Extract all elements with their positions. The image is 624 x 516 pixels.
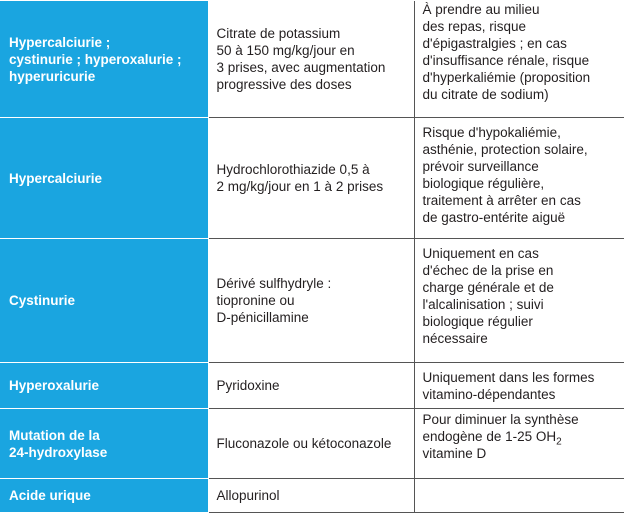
note-line: vitamine D (422, 446, 487, 461)
table-row (0, 363, 624, 409)
table-row (0, 479, 624, 513)
note-line: des repas, risque (422, 18, 527, 34)
note-line (422, 428, 616, 448)
treatment-cell (208, 118, 414, 239)
treatment-cell (208, 409, 414, 479)
condition-line: 24-hydroxylase (9, 444, 108, 460)
note-line: de gastro-entérite aiguë (422, 210, 566, 225)
note-cell (414, 1, 624, 118)
note-line: À prendre au milieu (422, 1, 540, 17)
treatment-line: Pyridoxine (216, 378, 280, 393)
treatment-line: Citrate de potassium (216, 25, 341, 41)
note-cell (414, 118, 624, 239)
note-line: Risque d'hypokaliémie, (422, 125, 561, 140)
note-line: traitement à arrêter en cas (422, 193, 581, 208)
condition-line: Mutation de la (9, 427, 100, 443)
note-cell (414, 479, 624, 513)
condition-line: Cystinurie (9, 293, 76, 308)
treatment-line: tiopronine ou (216, 293, 295, 308)
table-row (0, 409, 624, 479)
condition-line: Hypercalciurie ; (9, 34, 111, 50)
treatment-line: 3 prises, avec augmentation (216, 59, 386, 75)
condition-cell (0, 1, 208, 118)
subscript: 2 (556, 436, 562, 448)
condition-line: Hypercalciurie (9, 170, 103, 186)
note-line: d'insuffisance rénale, risque (422, 52, 590, 68)
note-line: nécessaire (422, 331, 488, 346)
note-line: du citrate de sodium) (422, 86, 549, 102)
condition-cell (0, 409, 208, 479)
condition-cell (0, 479, 208, 513)
condition-line: Hyperoxalurie (9, 378, 100, 393)
note-line: d'épigastralgies ; en cas (422, 35, 567, 51)
treatment-line: 50 à 150 mg/kg/jour en (216, 42, 355, 58)
treatment-cell (208, 479, 414, 513)
condition-cell (0, 118, 208, 239)
note-line: biologique régulière, (422, 176, 545, 191)
note-line: biologique régulier (422, 314, 533, 329)
note-line: prévoir surveillance (422, 159, 539, 174)
note-line: vitamino-dépendantes (422, 387, 556, 402)
condition-line: Acide urique (9, 488, 91, 503)
treatment-cell (208, 1, 414, 118)
table-row (0, 239, 624, 363)
condition-line: cystinurie ; hyperoxalurie ; (9, 51, 182, 67)
treatment-line: D-pénicillamine (216, 310, 309, 325)
note-line: charge générale et de (422, 280, 554, 295)
note-cell (414, 363, 624, 409)
treatment-cell (208, 239, 414, 363)
note-line: l'alcalinisation ; suivi (422, 297, 544, 312)
note-line: Uniquement en cas (422, 246, 539, 261)
note-line: d'échec de la prise en (422, 263, 554, 278)
note-line: asthénie, protection solaire, (422, 142, 588, 157)
treatment-line: progressive des doses (216, 76, 352, 92)
condition-cell (0, 363, 208, 409)
note-text: endogène de 1-25 OH (422, 429, 557, 444)
note-line: Uniquement dans les formes (422, 370, 595, 385)
treatment-line: Dérivé sulfhydryle : (216, 276, 332, 291)
treatment-cell (208, 363, 414, 409)
treatment-line: Fluconazole ou kétoconazole (216, 436, 392, 451)
condition-cell (0, 239, 208, 363)
table-row (0, 118, 624, 239)
treatment-line: Hydrochlorothiazide 0,5 à (216, 162, 370, 177)
note-cell (414, 239, 624, 363)
condition-line: hyperuricurie (9, 68, 96, 84)
note-line: d'hyperkaliémie (proposition (422, 69, 591, 85)
treatment-line: 2 mg/kg/jour en 1 à 2 prises (216, 179, 384, 194)
note-cell (414, 409, 624, 479)
treatment-line: Allopurinol (216, 488, 280, 503)
table-row (0, 1, 624, 118)
note-line: Pour diminuer la synthèse (422, 412, 579, 427)
